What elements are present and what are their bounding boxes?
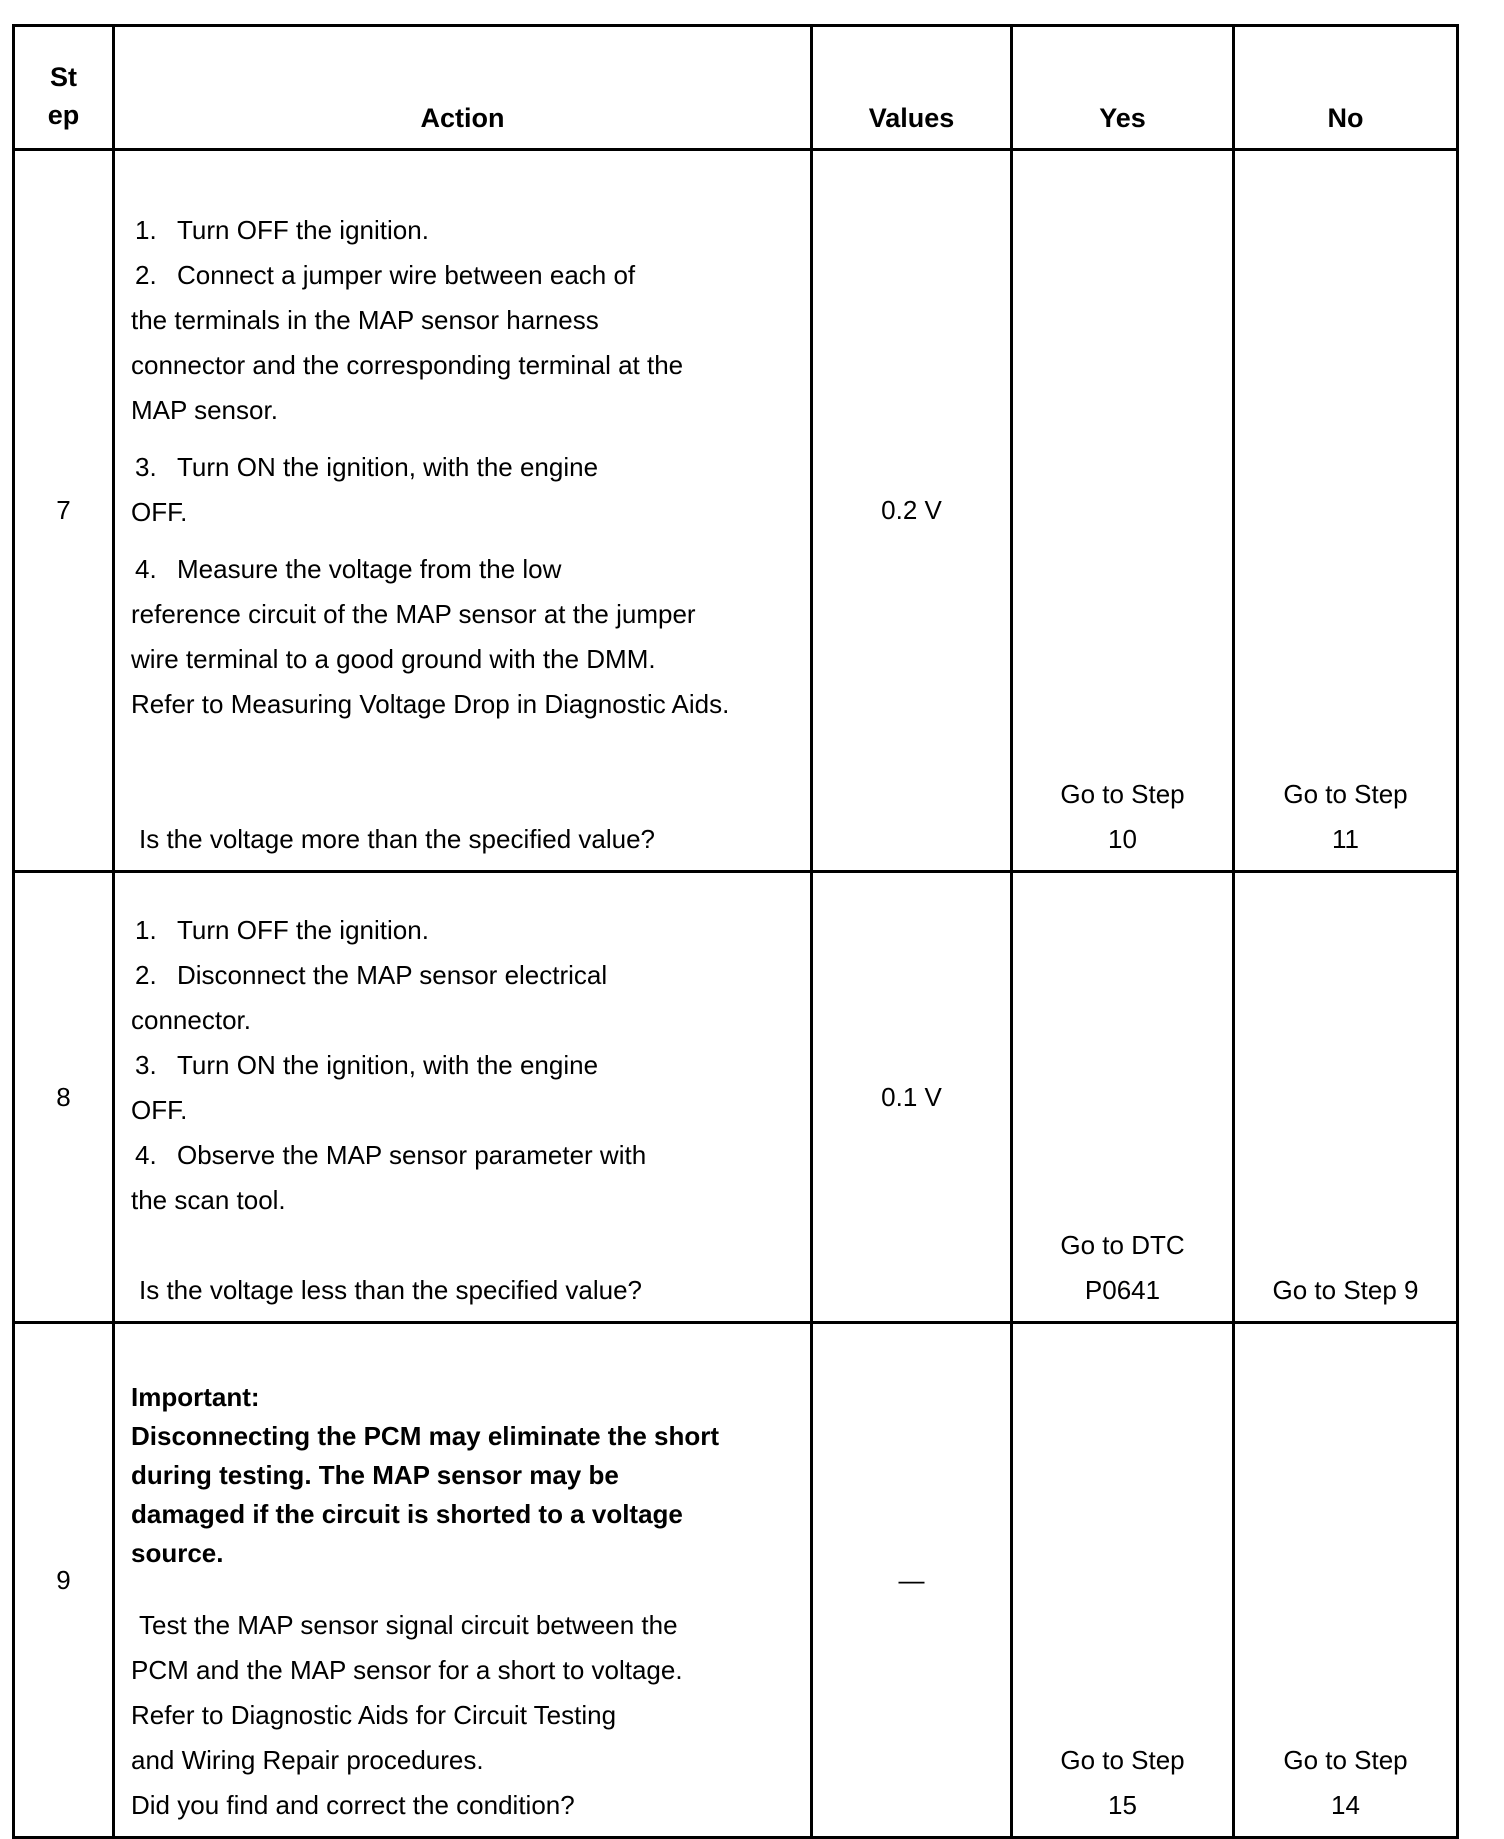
no-cell: Go to Step 9: [1234, 872, 1458, 1323]
action-line: 1. Turn OFF the ignition.: [135, 215, 429, 245]
step-number: 8: [14, 872, 114, 1323]
value-cell: 0.2 V: [812, 150, 1012, 872]
yes-cell: Go to DTC P0641: [1012, 872, 1234, 1323]
header-step: St ep: [14, 26, 114, 150]
action-cell: [114, 1323, 812, 1838]
no-cell: Go to Step 11: [1234, 150, 1458, 872]
action-cell: [114, 150, 812, 872]
action-line: reference circuit of the MAP sensor at the jumper: [131, 599, 696, 629]
action-line: wire terminal to a good ground with the DMM.: [131, 644, 656, 674]
table-row: [14, 1323, 1458, 1838]
value-cell: 0.1 V: [812, 872, 1012, 1323]
question: Did you find and correct the condition?: [131, 1790, 575, 1820]
diagnostic-table: [12, 24, 1459, 1839]
step-number: 7: [14, 150, 114, 872]
action-line: 2. Disconnect the MAP sensor electrical: [135, 960, 608, 990]
action-line: and Wiring Repair procedures.: [131, 1745, 484, 1775]
action-line: connector and the corresponding terminal at the: [131, 350, 684, 380]
important-text: damaged if the circuit is shorted to a voltage: [131, 1499, 683, 1529]
question: Is the voltage more than the specified value?: [139, 824, 655, 854]
action-line: MAP sensor.: [131, 395, 278, 425]
header-yes: Yes: [1012, 26, 1234, 150]
action-line: 4. Measure the voltage from the low: [135, 554, 562, 584]
action-line: 3. Turn ON the ignition, with the engine: [135, 1050, 599, 1080]
action-line: the scan tool.: [131, 1185, 286, 1215]
yes-cell: Go to Step 15: [1012, 1323, 1234, 1838]
action-line: 1. Turn OFF the ignition.: [135, 915, 429, 945]
no-cell: Go to Step 14: [1234, 1323, 1458, 1838]
header-no: No: [1234, 26, 1458, 150]
header-row: [14, 26, 1458, 150]
yes-cell: Go to Step 10: [1012, 150, 1234, 872]
action-line: the terminals in the MAP sensor harness: [131, 305, 599, 335]
action-line: PCM and the MAP sensor for a short to voltage.: [131, 1655, 683, 1685]
important-text: during testing. The MAP sensor may be: [131, 1460, 619, 1490]
action-line: Test the MAP sensor signal circuit between the: [139, 1610, 678, 1640]
important-label: Important:: [131, 1382, 260, 1412]
action-cell: [114, 872, 812, 1323]
table-row: [14, 872, 1458, 1323]
action-line: Refer to Measuring Voltage Drop in Diagnostic Aids.: [131, 689, 730, 719]
header-values: Values: [812, 26, 1012, 150]
action-line: 2. Connect a jumper wire between each of: [135, 260, 636, 290]
value-cell: —: [812, 1323, 1012, 1838]
action-line: connector.: [131, 1005, 251, 1035]
action-line: OFF.: [131, 1095, 188, 1125]
step-number: 9: [14, 1323, 114, 1838]
important-text: Disconnecting the PCM may eliminate the short: [131, 1421, 719, 1451]
header-action: Action: [114, 26, 812, 150]
important-text: source.: [131, 1538, 224, 1568]
action-line: 4. Observe the MAP sensor parameter with: [135, 1140, 647, 1170]
action-line: 3. Turn ON the ignition, with the engine: [135, 452, 599, 482]
action-line: OFF.: [131, 497, 188, 527]
table-row: [14, 150, 1458, 872]
action-line: Refer to Diagnostic Aids for Circuit Testing: [131, 1700, 617, 1730]
question: Is the voltage less than the specified value?: [139, 1275, 642, 1305]
